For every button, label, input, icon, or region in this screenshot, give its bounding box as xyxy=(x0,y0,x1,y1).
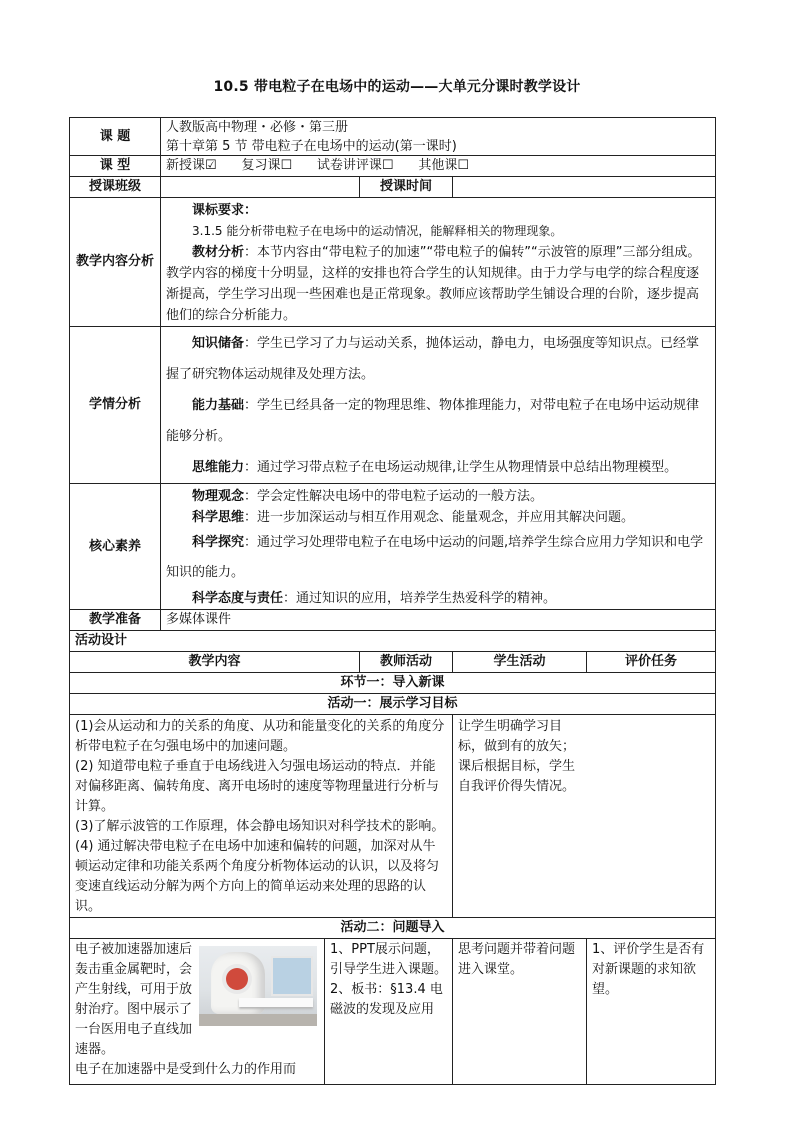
activity1-title: 活动一：展示学习目标 xyxy=(70,694,716,715)
activity2-content-a: 电子被加速器加速后轰击重金属靶时，会产生射线，可用于放射治疗。图中展示了一台医用电子直线加速器。 xyxy=(75,942,193,1057)
physics-concept xyxy=(166,486,710,507)
scientific-attitude-title: 科学态度与责任 xyxy=(192,591,284,606)
class-label: 授课班级 xyxy=(70,177,161,198)
floor xyxy=(199,1014,317,1026)
ability-paragraph xyxy=(166,390,710,452)
textbook-analysis-title: 教材分析 xyxy=(192,245,245,260)
column-evaluation: 评价任务 xyxy=(587,652,716,673)
activity2-evaluation xyxy=(587,939,716,1085)
teacher-step-1: 1、PPT展示问题，引导学生进入课题。 xyxy=(330,942,448,977)
page-title: 10.5 带电粒子在电场中的运动——大单元分课时教学设计 xyxy=(213,79,581,95)
knowledge-text: ：学生已学习了力与运动关系，抛体运动，静电力，电场强度等知识点。已经掌握了研究物体运动规律及处理方法。 xyxy=(166,336,700,382)
knowledge-paragraph xyxy=(166,328,710,390)
standard-text: 3.1.5 能分析带电粒子在电场中的运动情况，能解释相关的物理现象。 xyxy=(192,224,563,238)
student-analysis-label: 学情分析 xyxy=(70,327,161,484)
prep-label: 教学准备 xyxy=(70,610,161,631)
physics-concept-title: 物理观念 xyxy=(192,489,245,504)
course-label: 课 题 xyxy=(70,118,161,156)
scientific-thinking-title: 科学思维 xyxy=(192,510,245,525)
column-student: 学生活动 xyxy=(453,652,587,673)
core-literacy-label: 核心素养 xyxy=(70,484,161,610)
activity2-title: 活动二：问题导入 xyxy=(70,918,716,939)
activity2-teacher xyxy=(325,939,453,1085)
activity2-eval-text: 1、评价学生是否有对新课题的求知欲望。 xyxy=(592,942,705,997)
activity2-content-b: 电子在加速器中是受到什么力的作用而 xyxy=(75,1062,297,1077)
activity1-goals xyxy=(70,715,453,918)
window-shape xyxy=(271,956,313,996)
goal-3: (3)了解示波管的工作原理，体会静电场知识对科学技术的影响。 xyxy=(75,819,445,834)
scientific-thinking xyxy=(166,507,710,528)
lesson-type-label: 课 型 xyxy=(70,156,161,177)
course-line1: 人教版高中物理・必修・第三册 xyxy=(166,120,349,135)
time-label: 授课时间 xyxy=(360,177,453,198)
thinking-paragraph xyxy=(166,452,710,483)
activity2-student xyxy=(453,939,587,1085)
scientific-thinking-text: ：进一步加深运动与相互作用观念、能量观念，并应用其解决问题。 xyxy=(244,510,635,525)
thinking-text: ：通过学习带点粒子在电场运动规律,让学生从物理情景中总结出物理模型。 xyxy=(244,460,678,475)
content-analysis xyxy=(161,198,716,327)
class-value xyxy=(161,177,360,198)
course-line2: 第十章第 5 节 带电粒子在电场中的运动(第一课时) xyxy=(166,139,457,154)
thinking-title: 思维能力 xyxy=(192,460,245,475)
ability-title: 能力基础 xyxy=(192,398,245,413)
activity1-evaluation xyxy=(453,715,716,918)
scientific-inquiry-title: 科学探究 xyxy=(192,535,245,550)
column-content: 教学内容 xyxy=(70,652,360,673)
time-value xyxy=(453,177,716,198)
physics-concept-text: ：学会定性解决电场中的带电粒子运动的一般方法。 xyxy=(244,489,544,504)
scientific-attitude-text: ：通过知识的应用，培养学生热爱科学的精神。 xyxy=(283,591,557,606)
ability-text: ：学生已经具备一定的物理思维、物体推理能力，对带电粒子在电场中运动规律能够分析。 xyxy=(166,398,700,444)
goal-1: (1)会从运动和力的关系的角度、从功和能量变化的关系的角度分析带电粒子在匀强电场中的加速问题。 xyxy=(75,719,445,754)
core-literacy xyxy=(161,484,716,610)
linear-accelerator-photo xyxy=(199,946,317,1026)
treatment-couch xyxy=(239,998,313,1007)
stage1-title: 环节一：导入新课 xyxy=(70,673,716,694)
activity2-content xyxy=(70,939,325,1085)
activity1-eval-text: 让学生明确学习目标，做到有的放矢；课后根据目标，学生自我评价得失情况。 xyxy=(458,719,576,794)
textbook-analysis-text: ：本节内容由“带电粒子的加速”“带电粒子的偏转”“示波管的原理”三部分组成。教学内容的梯度十分明显，这样的安排也符合学生的认知规律。由于力学与电学的综合程度逐渐提高，学生学习出现一些困难也是正常现象。教师应该帮助学生铺设合理的台阶，逐步提高他们的综合分析能力。 xyxy=(166,245,701,323)
course-value xyxy=(161,118,716,156)
student-analysis xyxy=(161,327,716,484)
scientific-attitude xyxy=(166,588,710,609)
prep-value: 多媒体课件 xyxy=(161,610,716,631)
knowledge-title: 知识储备 xyxy=(192,336,245,351)
goal-4: (4) 通过解决带电粒子在电场中加速和偏转的问题，加深对从牛顿运动定律和功能关系两个角度分析物体运动的认识，以及将匀变速直线运动分解为两个方向上的简单运动来处理的思路的认识。 xyxy=(75,839,440,914)
goal-2: (2) 知道带电粒子垂直于电场线进入匀强电场运动的特点．并能对偏移距离、偏转角度、离开电场时的速度等物理量进行分析与计算。 xyxy=(75,759,440,814)
teacher-step-2: 2、板书：§13.4 电磁波的发现及应用 xyxy=(330,982,443,1017)
standard-title: 课标要求： xyxy=(192,203,258,218)
student-activity-text: 思考问题并带着问题进入课堂。 xyxy=(458,942,576,977)
scientific-inquiry xyxy=(166,528,710,588)
lesson-plan-table xyxy=(69,117,716,1085)
scientific-inquiry-text: ：通过学习处理带电粒子在电场中运动的问题,培养学生综合应用力学知识和电学知识的能力。 xyxy=(166,535,704,580)
textbook-analysis xyxy=(166,242,710,326)
column-teacher: 教师活动 xyxy=(360,652,453,673)
activity-design-label: 活动设计 xyxy=(70,631,716,652)
content-analysis-label: 教学内容分析 xyxy=(70,198,161,327)
accelerator-bore xyxy=(226,968,248,990)
lesson-type-options: 新授课☑ 复习课☐ 试卷讲评课☐ 其他课☐ xyxy=(161,156,716,177)
